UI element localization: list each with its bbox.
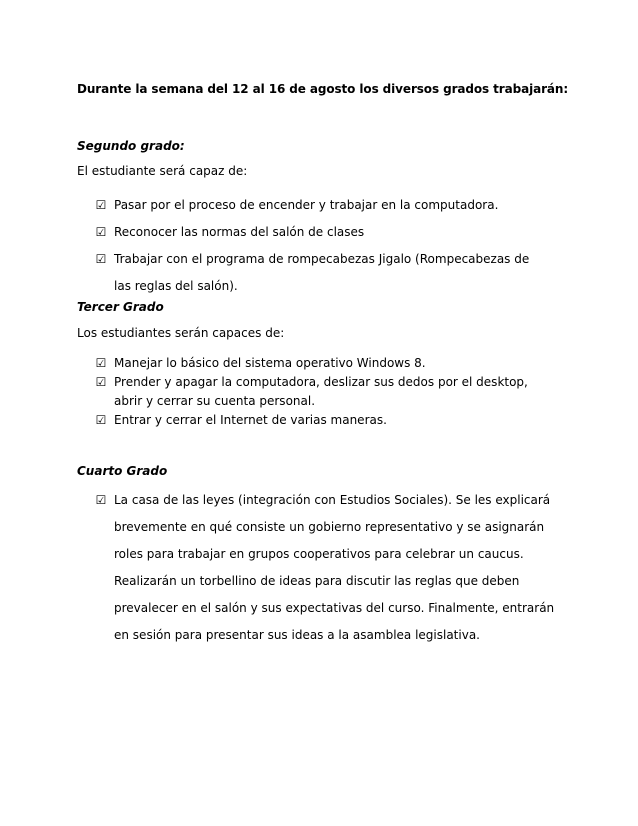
list-item: ☑ La casa de las leyes (integración con Estudios Sociales). Se les explicará brevemente en qué consiste un gobierno representativo y se asignarán roles para trabajar en grupos cooperativos para celebrar un caucus. Realizarán un torbellino de ideas para discutir las reglas que deben prevalecer en el salón y sus expectativas del curso. Finalmente, entrarán en sesión para presentar sus ideas a la asamblea legislativa. <box>95 487 557 649</box>
section-heading-cuarto: Cuarto Grado <box>77 464 168 478</box>
list-segundo <box>95 192 545 300</box>
list-item: ☑ Entrar y cerrar el Internet de varias maneras. <box>95 411 555 430</box>
list-cuarto <box>95 487 557 649</box>
list-item: ☑ Prender y apagar la computadora, deslizar sus dedos por el desktop, abrir y cerrar su cuenta personal. <box>95 375 528 408</box>
section-lead-segundo: El estudiante será capaz de: <box>77 164 248 178</box>
list-tercer <box>95 354 555 430</box>
checkbox-icon: ☑ <box>95 493 107 507</box>
list-item: ☑ Manejar lo básico del sistema operativo Windows 8. <box>95 354 555 373</box>
checkbox-icon: ☑ <box>95 198 107 212</box>
checkbox-icon: ☑ <box>95 356 107 370</box>
checkbox-icon: ☑ <box>95 252 107 266</box>
list-item: ☑ Trabajar con el programa de rompecabezas Jigalo (Rompecabezas de las reglas del salón). <box>95 246 545 300</box>
checkbox-icon: ☑ <box>95 375 107 389</box>
section-heading-segundo: Segundo grado: <box>77 139 185 153</box>
intro-line: Durante la semana del 12 al 16 de agosto los diversos grados trabajarán: <box>77 82 569 96</box>
list-item: ☑ Reconocer las normas del salón de clases <box>95 219 545 246</box>
section-lead-tercer: Los estudiantes serán capaces de: <box>77 326 285 340</box>
checkbox-icon: ☑ <box>95 225 107 239</box>
list-item: ☑ Pasar por el proceso de encender y trabajar en la computadora. <box>95 192 545 219</box>
checkbox-icon: ☑ <box>95 413 107 427</box>
section-heading-tercer: Tercer Grado <box>77 300 164 314</box>
